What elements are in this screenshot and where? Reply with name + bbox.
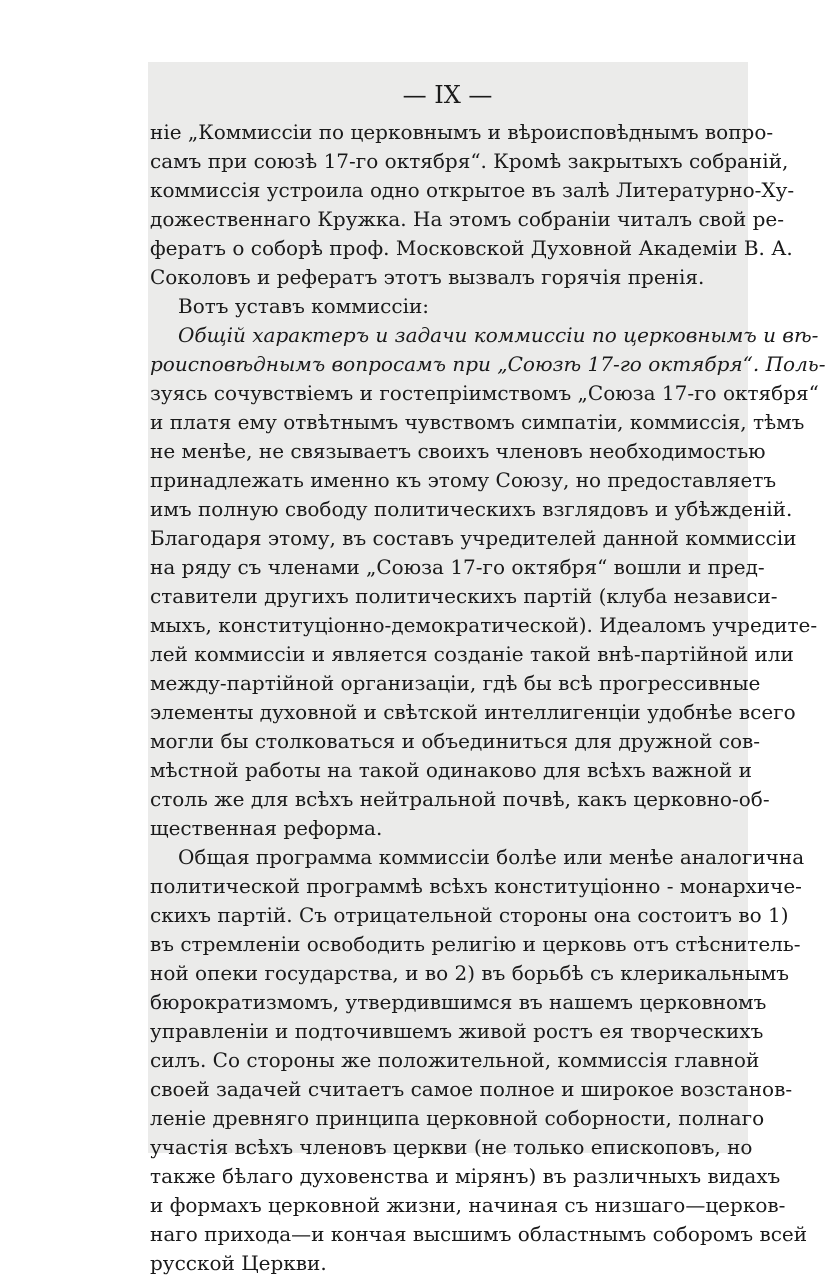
text-line: не менѣе, не связываетъ своихъ членовъ необходимостью [150,439,766,463]
text-line: зуясь сочувствіемъ и гостепріимствомъ „Союза 17-го октября“ [150,381,819,405]
text-line: роисповѣднымъ вопросамъ при „Союзѣ 17-го октября“. Поль- [150,352,826,376]
text-line: скихъ партій. Съ отрицательной стороны она состоитъ во 1) [150,903,789,927]
text-line: силъ. Со стороны же положительной, коммиссія главной [150,1048,760,1072]
text-line: бюрократизмомъ, утвердившимся въ нашемъ церковномъ [150,990,767,1014]
text-line: леніе древняго принципа церковной соборности, полнаго [150,1106,765,1130]
text-line: дожественнаго Кружка. На этомъ собраніи читалъ свой ре- [150,207,785,231]
page-number: — IX — [402,81,493,109]
text-line: фератъ о соборѣ проф. Московской Духовной Академіи В. А. [150,236,793,260]
text-line: Соколовъ и рефератъ этотъ вызвалъ горячія пренія. [150,265,705,289]
text-line: принадлежать именно къ этому Союзу, но предоставляетъ [150,468,777,492]
text-line: и формахъ церковной жизни, начиная съ низшаго—церков- [150,1193,786,1217]
text-line: мыхъ, конституціонно-демократической). Идеаломъ учредите- [150,613,818,637]
text-line: Вотъ уставъ коммиссіи: [178,294,430,318]
text-line: лей коммиссіи и является созданіе такой внѣ-партійной или [150,642,794,666]
text-line: мѣстной работы на такой одинаково для всѣхъ важной и [150,758,752,782]
text-line: также бѣлаго духовенства и мірянъ) въ различныхъ видахъ [150,1164,781,1188]
text-line: политической программѣ всѣхъ конституціонно - монархиче- [150,874,802,898]
page-text [150,80,826,1278]
text-line: щественная реформа. [150,816,383,840]
text-line: между-партійной организаціи, гдѣ бы всѣ прогрессивные [150,671,761,695]
text-line: столь же для всѣхъ нейтральной почвѣ, какъ церковно-об- [150,787,770,811]
text-line: Благодаря этому, въ составъ учредителей данной коммиссіи [150,526,797,550]
text-line: ніе „Коммиссіи по церковнымъ и вѣроисповѣднымъ вопро- [150,120,774,144]
text-line: на ряду съ членами „Союза 17-го октября“ вошли и пред- [150,555,765,579]
text-line: коммиссія устроила одно открытое въ залѣ Литературно-Ху- [150,178,795,202]
text-line: Общая программа коммиссіи болѣе или менѣе аналогична [178,845,805,869]
text-line: самъ при союзѣ 17-го октября“. Кромѣ закрытыхъ собраній, [150,149,789,173]
text-line: Общій характеръ и задачи коммиссіи по церковнымъ и вѣ- [178,323,819,347]
text-line: и платя ему отвѣтнымъ чувствомъ симпатіи, коммиссія, тѣмъ [150,410,805,434]
text-line: могли бы столковаться и объединиться для дружной сов- [150,729,761,753]
text-line: наго прихода—и кончая высшимъ областнымъ соборомъ всей [150,1222,808,1246]
text-line: русской Церкви. [150,1251,327,1275]
text-line: управленіи и подточившемъ живой ростъ ея творческихъ [150,1019,764,1043]
text-line: въ стремленіи освободить религію и церковь отъ стѣснитель- [150,932,801,956]
text-line: имъ полную свободу политическихъ взглядовъ и убѣжденій. [150,497,793,521]
text-line: своей задачей считаетъ самое полное и широкое возстанов- [150,1077,793,1101]
body-text [150,118,826,1278]
text-line: ставители другихъ политическихъ партій (клуба независи- [150,584,778,608]
text-line: участія всѣхъ членовъ церкви (не только епископовъ, но [150,1135,753,1159]
text-line: элементы духовной и свѣтской интеллигенціи удобнѣе всего [150,700,796,724]
text-line: ной опеки государства, и во 2) въ борьбѣ съ клерикальнымъ [150,961,789,985]
